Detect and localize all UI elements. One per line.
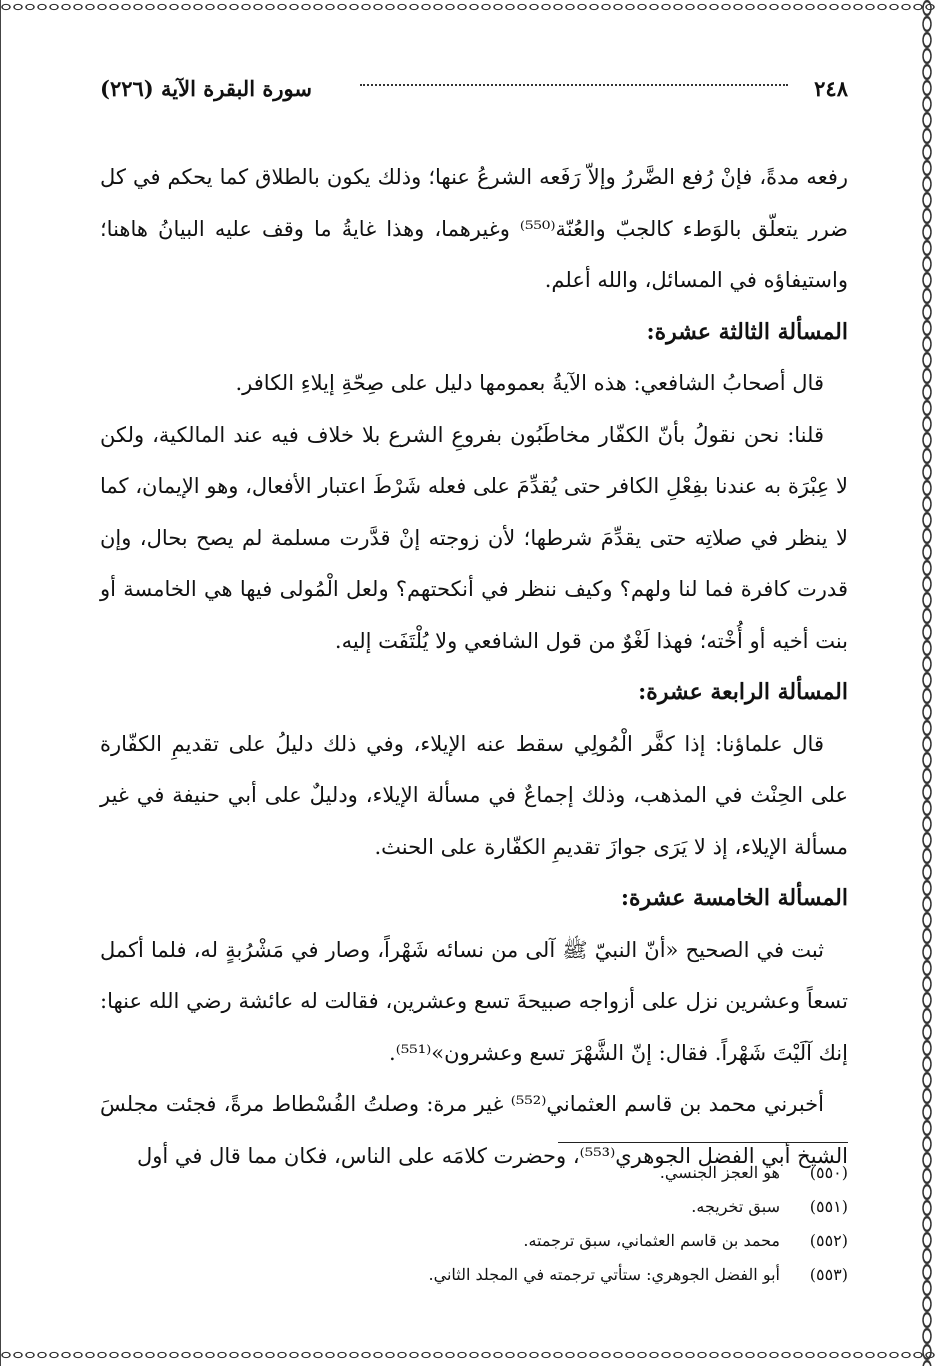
paragraph: ثبت في الصحيح «أنّ النبيّ ﷺ آلى من نسائه شَهْراً، وصار في مَشْرُبةٍ له، فلما أكمل تسعاً وعشرين نزل على أزواجه صبيحةَ تسع وعشرين، فقالت له عائشة رضي الله عنها: إنك آلَيْتَ شَهْراً. فقال: إنّ الشَّهْرَ تسع وعشرون»⁽⁵⁵¹⁾. — [100, 937, 848, 1065]
page-header — [100, 74, 848, 108]
page-number: ٢٤٨ — [814, 76, 848, 101]
footnote-text: سبق تخريجه. — [691, 1197, 780, 1216]
paragraph: أخبرني محمد بن قاسم العثماني⁽⁵⁵²⁾ غير مرة: وصلتُ الفُسْطاط مرةً، فجئت مجلسَ الشيخ أبي الفضل الجوهري⁽⁵⁵³⁾، وحضرت كلامَه على الناس، فكان مما قال في أول — [100, 1092, 848, 1168]
footnote — [100, 1224, 848, 1258]
footnote — [100, 1190, 848, 1224]
paragraph: قال علماؤنا: إذا كفَّر الْمُولِي سقط عنه الإيلاء، وفي ذلك دليلُ على تقديمِ الكفّارة على الحِنْث في المذهب، وذلك إجماعٌ في مسألة الإيلاء، ودليلٌ على أبي حنيفة في غير مسألة الإيلاء، إذ لا يَرَى جوازَ تقديمِ الكفّارة على الحنث. — [100, 731, 848, 859]
running-title: سورة البقرة الآية (٢٢٦) — [100, 76, 312, 101]
decorative-border-bottom — [0, 1348, 936, 1362]
footnote-number: (٥٥٠) — [809, 1163, 848, 1182]
header-leader-dots — [360, 84, 788, 86]
footnote-text: محمد بن قاسم العثماني، سبق ترجمته. — [523, 1231, 780, 1250]
section-heading: المسألة الرابعة عشرة: — [638, 679, 848, 705]
footnote-text: هو العجز الجنسي. — [659, 1163, 780, 1182]
paragraph: قلنا: نحن نقولُ بأنّ الكفّار مخاطَبُون بفروعِ الشرع بلا خلاف فيه عند المالكية، ولكن لا عِبْرَة به عندنا بفِعْلِ الكافر حتى يُقدِّمَ على فعله شَرْطَ اعتبار الأفعال، وهو الإيمان، كما لا ينظر في صلاتِه حتى يقدِّمَ شرطها؛ لأن زوجته إنْ قدَّرت مسلمة لم يصح بحال، وإن قدرت كافرة فما لنا ولهم؟ وكيف ننظر في أنكحتهم؟ ولعل الْمُولى فيها هي الخامسة أو بنت أخيه أو أُخْته؛ فهذا لَغْوٌ من قول الشافعي ولا يُلْتَفَت إليه. — [100, 422, 848, 653]
section-heading: المسألة الخامسة عشرة: — [620, 885, 848, 911]
footnotes — [100, 1156, 848, 1292]
footnote-number: (٥٥٣) — [809, 1265, 848, 1284]
footnote-number: (٥٥٢) — [809, 1231, 848, 1250]
paragraph: قال أصحابُ الشافعي: هذه الآيةُ بعمومها دليل على صِحّةِ إيلاءِ الكافر. — [235, 371, 824, 395]
footnote — [100, 1258, 848, 1292]
paragraph: رفعه مدةً، فإنْ رُفع الضَّررُ وإلاّ رَفَعه الشرعُ عنها؛ وذلك يكون بالطلاق كما يحكم في كل ضرر يتعلّق بالوَطء كالجبّ والعُنّة⁽⁵⁵⁰⁾ وغيرهما، وهذا غايةُ ما وقف عليه البيانُ هاهنا؛ واستيفاؤه في المسائل، والله أعلم. — [100, 165, 848, 292]
footnote-separator — [558, 1142, 848, 1143]
footnote-text: أبو الفضل الجوهري: ستأتي ترجمته في المجلد الثاني. — [428, 1265, 780, 1284]
section-heading: المسألة الثالثة عشرة: — [646, 318, 848, 345]
decorative-border-left — [0, 0, 5, 1366]
decorative-border-top — [0, 0, 936, 14]
decorative-border-right — [918, 0, 936, 1366]
footnote — [100, 1156, 848, 1190]
footnote-number: (٥٥١) — [809, 1197, 848, 1216]
main-text — [100, 152, 848, 1182]
